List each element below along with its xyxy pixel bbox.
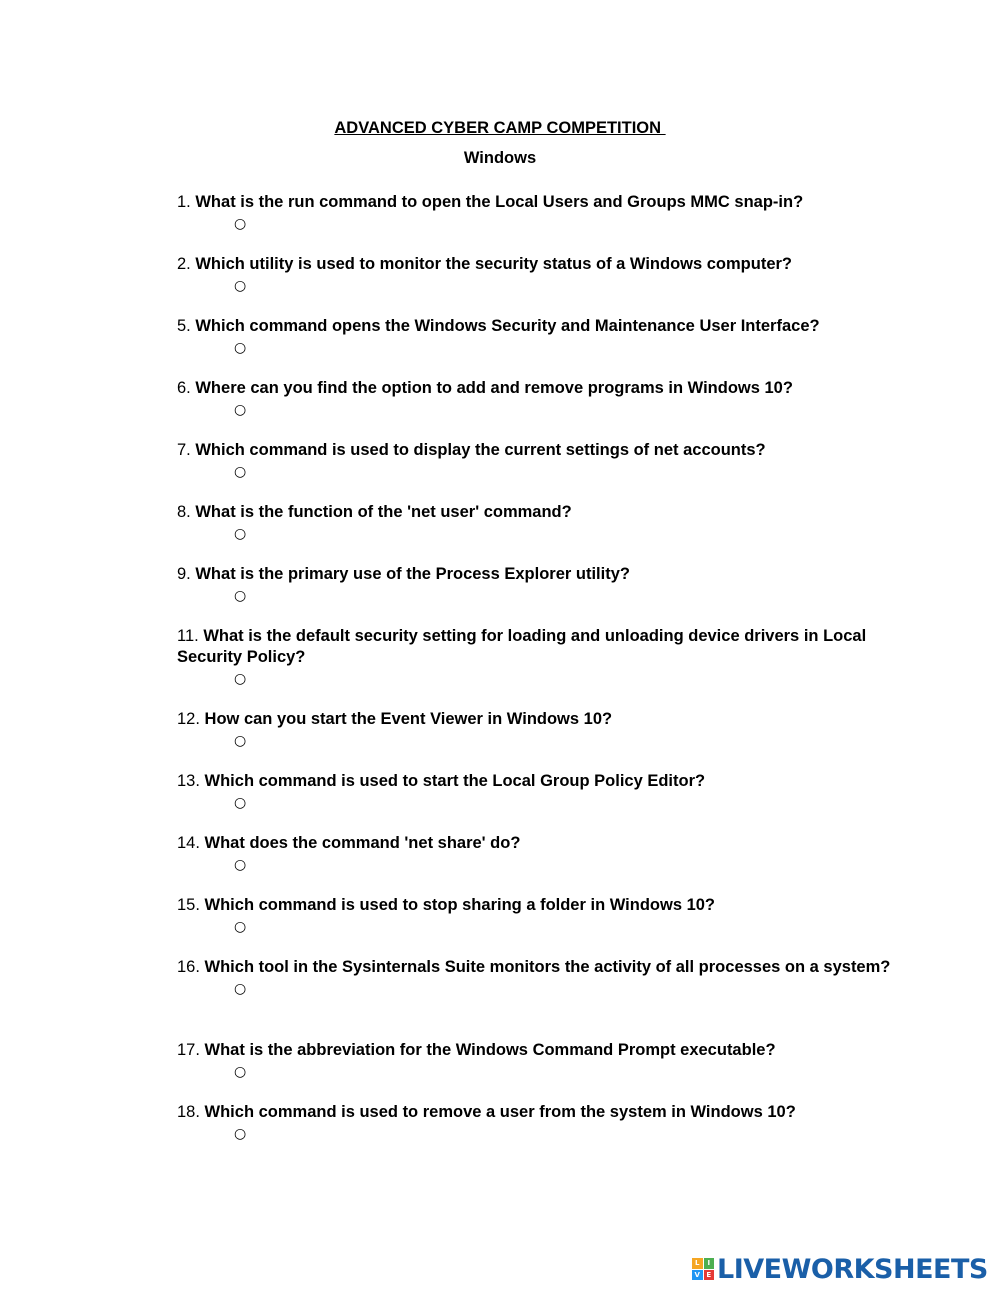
question-number: 5. <box>177 317 191 335</box>
question-number: 11. <box>177 627 199 645</box>
question-item <box>177 1102 897 1144</box>
question-text: Which command opens the Windows Security and Maintenance User Interface? <box>195 317 820 335</box>
question-item <box>177 564 897 606</box>
answer-bullet[interactable]: ○ <box>234 981 247 997</box>
answer-bullet[interactable]: ○ <box>234 795 247 811</box>
question-text: Which utility is used to monitor the security status of a Windows computer? <box>195 255 793 273</box>
question-number: 6. <box>177 379 191 397</box>
answer-bullet[interactable]: ○ <box>234 278 247 294</box>
question-number: 8. <box>177 503 191 521</box>
logo-mark-letter: I <box>704 1258 715 1269</box>
answer-bullet[interactable]: ○ <box>234 671 247 687</box>
worksheet-title: ADVANCED CYBER CAMP COMPETITION <box>334 119 666 137</box>
question-item <box>177 626 897 689</box>
answer-bullet[interactable]: ○ <box>234 402 247 418</box>
question-item <box>177 440 897 482</box>
question-number: 7. <box>177 441 191 459</box>
question-text: What is the function of the 'net user' command? <box>195 503 572 521</box>
question-item <box>177 192 897 234</box>
question-text: Which command is used to display the current settings of net accounts? <box>195 441 766 459</box>
question-text: Which tool in the Sysinternals Suite monitors the activity of all processes on a system? <box>204 958 891 976</box>
question-number: 2. <box>177 255 191 273</box>
answer-bullet[interactable]: ○ <box>234 857 247 873</box>
question-text: How can you start the Event Viewer in Windows 10? <box>204 710 613 728</box>
question-item <box>177 1040 897 1082</box>
question-number: 1. <box>177 193 191 211</box>
question-item <box>177 254 897 296</box>
question-text: What is the primary use of the Process Explorer utility? <box>195 565 630 583</box>
answer-bullet[interactable]: ○ <box>234 464 247 480</box>
question-number: 12. <box>177 710 200 728</box>
question-number: 18. <box>177 1103 200 1121</box>
logo-mark-letter: E <box>704 1270 715 1281</box>
answer-bullet[interactable]: ○ <box>234 1064 247 1080</box>
question-text: Where can you find the option to add and remove programs in Windows 10? <box>195 379 793 397</box>
question-item <box>177 957 897 999</box>
answer-bullet[interactable]: ○ <box>234 1126 247 1142</box>
liveworksheets-logo <box>692 1254 988 1284</box>
question-item <box>177 502 897 544</box>
question-item <box>177 316 897 358</box>
question-number: 16. <box>177 958 200 976</box>
answer-bullet[interactable]: ○ <box>234 733 247 749</box>
question-number: 9. <box>177 565 191 583</box>
question-text: What is the run command to open the Local Users and Groups MMC snap-in? <box>195 193 804 211</box>
logo-mark-letter: L <box>692 1258 703 1269</box>
worksheet-subtitle: Windows <box>463 149 537 167</box>
answer-bullet[interactable]: ○ <box>234 340 247 356</box>
answer-bullet[interactable]: ○ <box>234 526 247 542</box>
question-number: 15. <box>177 896 200 914</box>
question-number: 14. <box>177 834 200 852</box>
question-text: Which command is used to remove a user from the system in Windows 10? <box>204 1103 796 1121</box>
question-item <box>177 833 897 875</box>
answer-bullet[interactable]: ○ <box>234 588 247 604</box>
question-text: What does the command 'net share' do? <box>204 834 521 852</box>
answer-bullet[interactable]: ○ <box>234 919 247 935</box>
question-text: Which command is used to start the Local Group Policy Editor? <box>204 772 706 790</box>
question-item <box>177 709 897 751</box>
question-text: What is the default security setting for loading and unloading device drivers in Local Security Policy? <box>177 627 867 666</box>
answer-bullet[interactable]: ○ <box>234 216 247 232</box>
logo-mark-icon <box>692 1258 714 1280</box>
question-number: 13. <box>177 772 200 790</box>
logo-text: LIVEWORKSHEETS <box>717 1253 988 1285</box>
logo-mark-letter: V <box>692 1270 703 1281</box>
question-text: Which command is used to stop sharing a folder in Windows 10? <box>204 896 716 914</box>
question-text: What is the abbreviation for the Windows Command Prompt executable? <box>204 1041 776 1059</box>
question-item <box>177 771 897 813</box>
question-number: 17. <box>177 1041 200 1059</box>
question-item <box>177 895 897 937</box>
question-item <box>177 378 897 420</box>
